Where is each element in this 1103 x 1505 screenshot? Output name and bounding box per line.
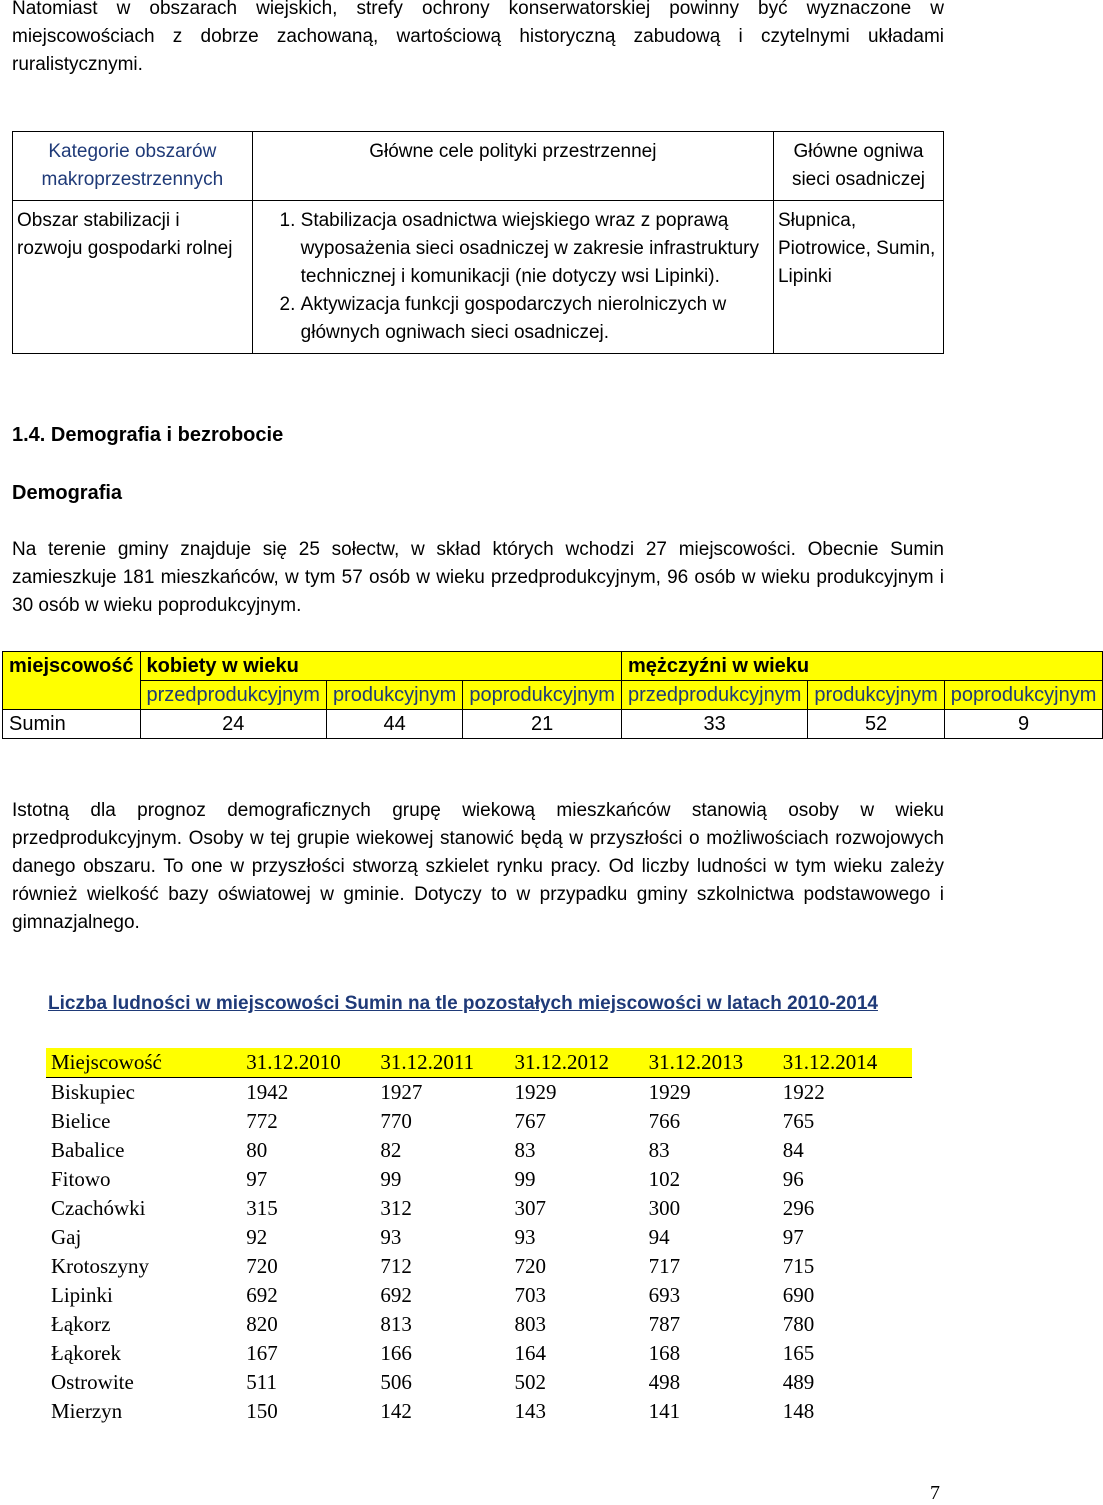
population-value: 82 — [380, 1138, 402, 1162]
place-name: Bielice — [51, 1109, 111, 1133]
age-table-header-row — [3, 652, 1103, 681]
population-value: 83 — [514, 1138, 536, 1162]
place-name: Fitowo — [51, 1167, 111, 1191]
nodes-cell: Słupnica, Piotrowice, Sumin, Lipinki — [773, 201, 943, 354]
population-value: 715 — [782, 1254, 815, 1278]
population-value: 97 — [782, 1225, 804, 1249]
place-name: Biskupiec — [51, 1080, 135, 1104]
population-header-cell: 31.12.2011 — [375, 1048, 509, 1078]
population-value: 1927 — [380, 1080, 423, 1104]
population-row — [46, 1252, 912, 1281]
population-row — [46, 1136, 912, 1165]
population-value: 142 — [380, 1399, 412, 1423]
section-title: 1.4. Demografia i bezrobocie — [12, 424, 284, 446]
population-value: 787 — [648, 1312, 681, 1336]
population-value: 506 — [380, 1370, 412, 1394]
population-value: 167 — [246, 1341, 278, 1365]
population-value: 511 — [246, 1370, 277, 1394]
place-name: Mierzyn — [51, 1399, 123, 1423]
subsection-title: Demografia — [12, 482, 123, 504]
forecast-paragraph: Istotną dla prognoz demograficznych grupę wiekową mieszkańców stanowią osoby w wieku przedprodukcyjnym. Osoby w tej grupie wiekowej stanowić będą w przyszłości o możliwościach rozwojowych danego obszaru. To one w przyszłości stworzą szkielet rynku pracy. Od liczby ludności w tym wieku zależy również wielkość bazy oświatowej w gminie. Dotyczy to w przypadku gminy szkolnictwa podstawowego i gimnazjalnego. — [12, 800, 944, 933]
value-cell: 33 — [621, 710, 807, 739]
population-value: 315 — [246, 1196, 278, 1220]
population-value: 703 — [514, 1283, 546, 1307]
population-value: 770 — [380, 1109, 412, 1133]
population-value: 820 — [246, 1312, 278, 1336]
population-value: 1929 — [514, 1080, 557, 1104]
population-value: 296 — [782, 1196, 815, 1220]
subheader-cell: produkcyjnym — [326, 681, 462, 710]
population-value: 717 — [648, 1254, 681, 1278]
place-name: Gaj — [51, 1225, 82, 1249]
population-header-cell: Miejscowość — [46, 1048, 241, 1078]
population-value: 102 — [648, 1167, 681, 1191]
population-value: 712 — [380, 1254, 412, 1278]
population-table — [46, 1048, 912, 1426]
population-value: 94 — [648, 1225, 670, 1249]
policy-table — [12, 131, 944, 354]
population-value: 772 — [246, 1109, 278, 1133]
age-table — [2, 651, 1103, 739]
place-name: Łąkorek — [51, 1341, 121, 1365]
population-value: 767 — [514, 1109, 546, 1133]
population-value: 312 — [380, 1196, 412, 1220]
place-name: Babalice — [51, 1138, 125, 1162]
value-cell: 24 — [140, 710, 326, 739]
population-value: 93 — [380, 1225, 402, 1249]
population-value: 84 — [782, 1138, 804, 1162]
policy-table-row — [13, 201, 944, 354]
value-cell: 9 — [944, 710, 1103, 739]
population-value: 92 — [246, 1225, 268, 1249]
place-name: Czachówki — [51, 1196, 146, 1220]
subheader-cell: poprodukcyjnym — [944, 681, 1103, 710]
population-row — [46, 1223, 912, 1252]
population-value: 498 — [648, 1370, 681, 1394]
population-value: 692 — [246, 1283, 278, 1307]
category-cell: Obszar stabilizacji i rozwoju gospodarki rolnej — [13, 201, 253, 354]
goal-item: 2. Aktywizacja funkcji gospodarczych nierolniczych w głównych ogniwach sieci osadniczej. — [301, 291, 769, 347]
population-row — [46, 1397, 912, 1426]
population-row — [46, 1310, 912, 1339]
population-value: 97 — [246, 1167, 268, 1191]
header-women: kobiety w wieku — [140, 652, 621, 681]
population-value: 502 — [514, 1370, 546, 1394]
population-header-cell: 31.12.2014 — [778, 1048, 912, 1078]
value-cell: 44 — [326, 710, 462, 739]
population-value: 693 — [648, 1283, 681, 1307]
population-value: 148 — [782, 1399, 815, 1423]
subheader-cell: poprodukcyjnym — [463, 681, 622, 710]
header-nodes: Główne ogniwa sieci osadniczej — [773, 132, 943, 201]
policy-table-header-row — [13, 132, 944, 201]
population-header-cell: 31.12.2012 — [510, 1048, 644, 1078]
population-value: 168 — [648, 1341, 681, 1365]
population-value: 99 — [514, 1167, 536, 1191]
age-table-subheader-row — [3, 681, 1103, 710]
header-goals: Główne cele polityki przestrzennej — [252, 132, 773, 201]
population-value: 83 — [648, 1138, 670, 1162]
row-label: Sumin — [3, 710, 141, 739]
demography-paragraph: Na terenie gminy znajduje się 25 sołectw, w skład których wchodzi 27 miejscowości. Obecnie Sumin zamieszkuje 181 mieszkańców, w tym 57 osób w wieku przedprodukcyjnym, 96 osób w wieku produkcyjnym i 30 osób w wieku poprodukcyjnym. — [12, 539, 944, 616]
place-name: Łąkorz — [51, 1312, 111, 1336]
age-table-row — [3, 710, 1103, 739]
population-value: 720 — [514, 1254, 546, 1278]
place-name: Lipinki — [51, 1283, 113, 1307]
population-table-title: Liczba ludności w miejscowości Sumin na tle pozostałych miejscowości w latach 2010-2014 — [48, 993, 878, 1014]
header-place: miejscowość — [3, 652, 141, 710]
population-value: 93 — [514, 1225, 536, 1249]
goals-list — [257, 207, 769, 347]
goals-cell — [252, 201, 773, 354]
subheader-cell: przedprodukcyjnym — [621, 681, 807, 710]
population-value: 1942 — [246, 1080, 289, 1104]
population-value: 80 — [246, 1138, 268, 1162]
population-value: 150 — [246, 1399, 278, 1423]
population-value: 143 — [514, 1399, 546, 1423]
population-value: 166 — [380, 1341, 412, 1365]
value-cell: 52 — [808, 710, 944, 739]
header-men: mężczyźni w wieku — [621, 652, 1102, 681]
intro-paragraph: Natomiast w obszarach wiejskich, strefy ochrony konserwatorskiej powinny być wyznaczone w miejscowościach z dobrze zachowaną, wartościową historyczną zabudową i czytelnymi układami ruralistycznymi. — [12, 0, 944, 75]
population-value: 765 — [782, 1109, 815, 1133]
population-value: 692 — [380, 1283, 412, 1307]
population-header-row — [46, 1048, 912, 1078]
population-value: 766 — [648, 1109, 681, 1133]
population-value: 165 — [782, 1341, 815, 1365]
population-row — [46, 1078, 912, 1108]
population-value: 690 — [782, 1283, 815, 1307]
subheader-cell: produkcyjnym — [808, 681, 944, 710]
value-cell: 21 — [463, 710, 622, 739]
subheader-cell: przedprodukcyjnym — [140, 681, 326, 710]
population-value: 300 — [648, 1196, 681, 1220]
population-value: 164 — [514, 1341, 546, 1365]
population-value: 1929 — [648, 1080, 691, 1104]
population-row — [46, 1107, 912, 1136]
population-value: 96 — [782, 1167, 804, 1191]
page-number: 7 — [930, 1482, 940, 1504]
population-header-cell: 31.12.2010 — [241, 1048, 375, 1078]
population-row — [46, 1368, 912, 1397]
population-header-cell: 31.12.2013 — [644, 1048, 778, 1078]
header-categories: Kategorie obszarów makroprzestrzennych — [13, 132, 253, 201]
population-value: 780 — [782, 1312, 815, 1336]
population-row — [46, 1194, 912, 1223]
place-name: Ostrowite — [51, 1370, 134, 1394]
population-value: 99 — [380, 1167, 402, 1191]
population-row — [46, 1165, 912, 1194]
goal-item: 1. Stabilizacja osadnictwa wiejskiego wraz z poprawą wyposażenia sieci osadniczej w zakresie infrastruktury technicznej i komunikacji (nie dotyczy wsi Lipinki). — [301, 207, 769, 291]
population-value: 803 — [514, 1312, 546, 1336]
population-row — [46, 1339, 912, 1368]
population-value: 307 — [514, 1196, 546, 1220]
place-name: Krotoszyny — [51, 1254, 149, 1278]
population-value: 813 — [380, 1312, 412, 1336]
population-value: 489 — [782, 1370, 815, 1394]
population-value: 141 — [648, 1399, 681, 1423]
population-value: 720 — [246, 1254, 278, 1278]
population-value: 1922 — [782, 1080, 825, 1104]
population-row — [46, 1281, 912, 1310]
